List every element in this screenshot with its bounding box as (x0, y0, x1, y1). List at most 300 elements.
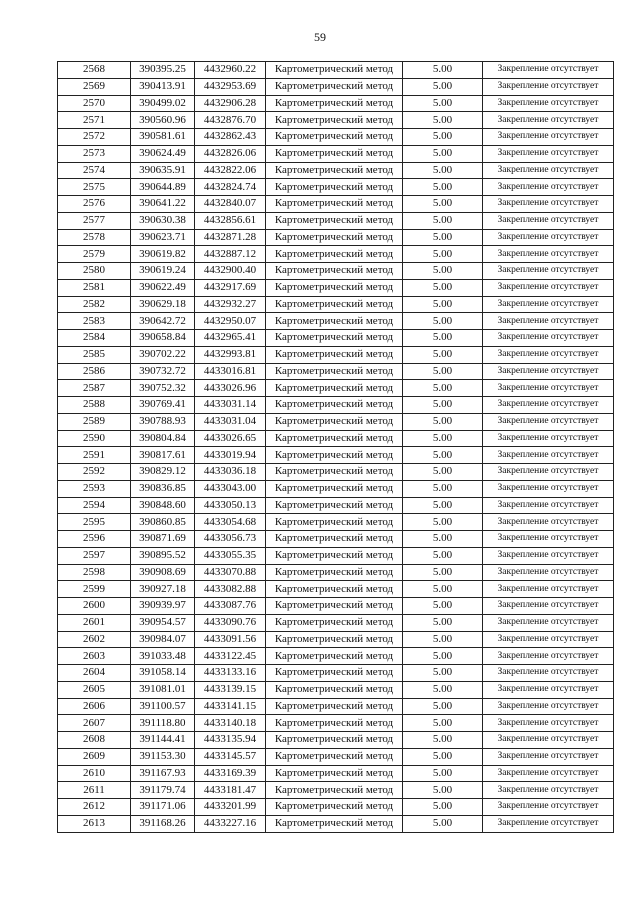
table-row (58, 497, 614, 514)
y-coordinate-cell: 4433090.76 (195, 614, 266, 631)
x-coordinate-cell: 390984.07 (131, 631, 195, 648)
y-coordinate-cell: 4433122.45 (195, 648, 266, 665)
point-number-cell: 2568 (58, 62, 131, 79)
accuracy-cell: 5.00 (403, 665, 483, 682)
x-coordinate-cell: 391167.93 (131, 765, 195, 782)
fixing-description-cell: Закрепление отсутствует (483, 614, 614, 631)
point-number-cell: 2612 (58, 799, 131, 816)
y-coordinate-cell: 4432900.40 (195, 263, 266, 280)
table-body (58, 62, 614, 833)
accuracy-cell: 5.00 (403, 715, 483, 732)
y-coordinate-cell: 4433016.81 (195, 363, 266, 380)
accuracy-cell: 5.00 (403, 95, 483, 112)
fixing-description-cell: Закрепление отсутствует (483, 531, 614, 548)
y-coordinate-cell: 4433026.65 (195, 430, 266, 447)
table-row (58, 212, 614, 229)
fixing-description-cell: Закрепление отсутствует (483, 313, 614, 330)
fixing-description-cell: Закрепление отсутствует (483, 564, 614, 581)
method-cell: Картометрический метод (266, 480, 403, 497)
x-coordinate-cell: 390908.69 (131, 564, 195, 581)
table-row (58, 631, 614, 648)
x-coordinate-cell: 391153.30 (131, 748, 195, 765)
accuracy-cell: 5.00 (403, 363, 483, 380)
method-cell: Картометрический метод (266, 162, 403, 179)
y-coordinate-cell: 4432906.28 (195, 95, 266, 112)
accuracy-cell: 5.00 (403, 547, 483, 564)
method-cell: Картометрический метод (266, 782, 403, 799)
method-cell: Картометрический метод (266, 531, 403, 548)
accuracy-cell: 5.00 (403, 212, 483, 229)
accuracy-cell: 5.00 (403, 698, 483, 715)
point-number-cell: 2587 (58, 380, 131, 397)
point-number-cell: 2607 (58, 715, 131, 732)
y-coordinate-cell: 4432826.06 (195, 145, 266, 162)
method-cell: Картометрический метод (266, 397, 403, 414)
accuracy-cell: 5.00 (403, 631, 483, 648)
table-row (58, 179, 614, 196)
point-number-cell: 2602 (58, 631, 131, 648)
fixing-description-cell: Закрепление отсутствует (483, 212, 614, 229)
x-coordinate-cell: 390860.85 (131, 514, 195, 531)
accuracy-cell: 5.00 (403, 380, 483, 397)
point-number-cell: 2598 (58, 564, 131, 581)
fixing-description-cell: Закрепление отсутствует (483, 665, 614, 682)
point-number-cell: 2581 (58, 279, 131, 296)
table-row (58, 78, 614, 95)
fixing-description-cell: Закрепление отсутствует (483, 145, 614, 162)
table-row (58, 464, 614, 481)
method-cell: Картометрический метод (266, 212, 403, 229)
fixing-description-cell: Закрепление отсутствует (483, 397, 614, 414)
table-row (58, 413, 614, 430)
x-coordinate-cell: 390619.82 (131, 246, 195, 263)
accuracy-cell: 5.00 (403, 62, 483, 79)
table-row (58, 145, 614, 162)
accuracy-cell: 5.00 (403, 112, 483, 129)
x-coordinate-cell: 391033.48 (131, 648, 195, 665)
x-coordinate-cell: 390581.61 (131, 129, 195, 146)
point-number-cell: 2580 (58, 263, 131, 280)
fixing-description-cell: Закрепление отсутствует (483, 330, 614, 347)
x-coordinate-cell: 390413.91 (131, 78, 195, 95)
accuracy-cell: 5.00 (403, 464, 483, 481)
table-row (58, 162, 614, 179)
point-number-cell: 2588 (58, 397, 131, 414)
fixing-description-cell: Закрепление отсутствует (483, 413, 614, 430)
point-number-cell: 2611 (58, 782, 131, 799)
fixing-description-cell: Закрепление отсутствует (483, 246, 614, 263)
method-cell: Картометрический метод (266, 413, 403, 430)
point-number-cell: 2582 (58, 296, 131, 313)
fixing-description-cell: Закрепление отсутствует (483, 129, 614, 146)
accuracy-cell: 5.00 (403, 430, 483, 447)
method-cell: Картометрический метод (266, 765, 403, 782)
accuracy-cell: 5.00 (403, 145, 483, 162)
x-coordinate-cell: 390732.72 (131, 363, 195, 380)
point-number-cell: 2605 (58, 681, 131, 698)
fixing-description-cell: Закрепление отсутствует (483, 196, 614, 213)
point-number-cell: 2593 (58, 480, 131, 497)
table-row (58, 129, 614, 146)
fixing-description-cell: Закрепление отсутствует (483, 681, 614, 698)
x-coordinate-cell: 390927.18 (131, 581, 195, 598)
table-row (58, 547, 614, 564)
x-coordinate-cell: 390939.97 (131, 598, 195, 615)
fixing-description-cell: Закрепление отсутствует (483, 598, 614, 615)
accuracy-cell: 5.00 (403, 263, 483, 280)
point-number-cell: 2601 (58, 614, 131, 631)
accuracy-cell: 5.00 (403, 279, 483, 296)
x-coordinate-cell: 390804.84 (131, 430, 195, 447)
fixing-description-cell: Закрепление отсутствует (483, 447, 614, 464)
x-coordinate-cell: 390622.49 (131, 279, 195, 296)
table-row (58, 782, 614, 799)
table-row (58, 581, 614, 598)
y-coordinate-cell: 4433140.18 (195, 715, 266, 732)
point-number-cell: 2604 (58, 665, 131, 682)
fixing-description-cell: Закрепление отсутствует (483, 514, 614, 531)
x-coordinate-cell: 390619.24 (131, 263, 195, 280)
point-number-cell: 2572 (58, 129, 131, 146)
method-cell: Картометрический метод (266, 179, 403, 196)
fixing-description-cell: Закрепление отсутствует (483, 112, 614, 129)
y-coordinate-cell: 4433019.94 (195, 447, 266, 464)
point-number-cell: 2606 (58, 698, 131, 715)
fixing-description-cell: Закрепление отсутствует (483, 430, 614, 447)
table-row (58, 480, 614, 497)
method-cell: Картометрический метод (266, 279, 403, 296)
method-cell: Картометрический метод (266, 62, 403, 79)
x-coordinate-cell: 390658.84 (131, 330, 195, 347)
fixing-description-cell: Закрепление отсутствует (483, 229, 614, 246)
point-number-cell: 2585 (58, 346, 131, 363)
table-row (58, 363, 614, 380)
accuracy-cell: 5.00 (403, 78, 483, 95)
y-coordinate-cell: 4433135.94 (195, 732, 266, 749)
y-coordinate-cell: 4433133.16 (195, 665, 266, 682)
accuracy-cell: 5.00 (403, 799, 483, 816)
table-row (58, 598, 614, 615)
x-coordinate-cell: 390848.60 (131, 497, 195, 514)
accuracy-cell: 5.00 (403, 413, 483, 430)
y-coordinate-cell: 4433145.57 (195, 748, 266, 765)
table-row (58, 564, 614, 581)
point-number-cell: 2570 (58, 95, 131, 112)
fixing-description-cell: Закрепление отсутствует (483, 62, 614, 79)
x-coordinate-cell: 390629.18 (131, 296, 195, 313)
table-row (58, 95, 614, 112)
y-coordinate-cell: 4433056.73 (195, 531, 266, 548)
point-number-cell: 2583 (58, 313, 131, 330)
y-coordinate-cell: 4432824.74 (195, 179, 266, 196)
fixing-description-cell: Закрепление отсутствует (483, 765, 614, 782)
y-coordinate-cell: 4433087.76 (195, 598, 266, 615)
fixing-description-cell: Закрепление отсутствует (483, 732, 614, 749)
accuracy-cell: 5.00 (403, 514, 483, 531)
y-coordinate-cell: 4432993.81 (195, 346, 266, 363)
x-coordinate-cell: 391118.80 (131, 715, 195, 732)
y-coordinate-cell: 4433181.47 (195, 782, 266, 799)
fixing-description-cell: Закрепление отсутствует (483, 648, 614, 665)
x-coordinate-cell: 390788.93 (131, 413, 195, 430)
y-coordinate-cell: 4433139.15 (195, 681, 266, 698)
point-number-cell: 2579 (58, 246, 131, 263)
table-row (58, 313, 614, 330)
accuracy-cell: 5.00 (403, 564, 483, 581)
x-coordinate-cell: 390623.71 (131, 229, 195, 246)
x-coordinate-cell: 390560.96 (131, 112, 195, 129)
point-number-cell: 2573 (58, 145, 131, 162)
accuracy-cell: 5.00 (403, 815, 483, 832)
fixing-description-cell: Закрепление отсутствует (483, 296, 614, 313)
x-coordinate-cell: 390499.02 (131, 95, 195, 112)
y-coordinate-cell: 4433070.88 (195, 564, 266, 581)
method-cell: Картометрический метод (266, 95, 403, 112)
accuracy-cell: 5.00 (403, 397, 483, 414)
x-coordinate-cell: 390895.52 (131, 547, 195, 564)
fixing-description-cell: Закрепление отсутствует (483, 698, 614, 715)
y-coordinate-cell: 4433031.14 (195, 397, 266, 414)
method-cell: Картометрический метод (266, 380, 403, 397)
accuracy-cell: 5.00 (403, 497, 483, 514)
fixing-description-cell: Закрепление отсутствует (483, 346, 614, 363)
x-coordinate-cell: 390836.85 (131, 480, 195, 497)
accuracy-cell: 5.00 (403, 179, 483, 196)
method-cell: Картометрический метод (266, 246, 403, 263)
accuracy-cell: 5.00 (403, 648, 483, 665)
x-coordinate-cell: 390641.22 (131, 196, 195, 213)
x-coordinate-cell: 391144.41 (131, 732, 195, 749)
table-row (58, 279, 614, 296)
accuracy-cell: 5.00 (403, 681, 483, 698)
fixing-description-cell: Закрепление отсутствует (483, 78, 614, 95)
y-coordinate-cell: 4433054.68 (195, 514, 266, 531)
fixing-description-cell: Закрепление отсутствует (483, 547, 614, 564)
point-number-cell: 2575 (58, 179, 131, 196)
table-row (58, 815, 614, 832)
method-cell: Картометрический метод (266, 631, 403, 648)
method-cell: Картометрический метод (266, 681, 403, 698)
table-row (58, 531, 614, 548)
point-number-cell: 2599 (58, 581, 131, 598)
x-coordinate-cell: 390769.41 (131, 397, 195, 414)
fixing-description-cell: Закрепление отсутствует (483, 799, 614, 816)
x-coordinate-cell: 391168.26 (131, 815, 195, 832)
point-number-cell: 2609 (58, 748, 131, 765)
method-cell: Картометрический метод (266, 129, 403, 146)
table-row (58, 430, 614, 447)
y-coordinate-cell: 4432871.28 (195, 229, 266, 246)
y-coordinate-cell: 4432953.69 (195, 78, 266, 95)
method-cell: Картометрический метод (266, 363, 403, 380)
fixing-description-cell: Закрепление отсутствует (483, 815, 614, 832)
y-coordinate-cell: 4433169.39 (195, 765, 266, 782)
y-coordinate-cell: 4433043.00 (195, 480, 266, 497)
table-row (58, 681, 614, 698)
table-row (58, 715, 614, 732)
method-cell: Картометрический метод (266, 648, 403, 665)
method-cell: Картометрический метод (266, 815, 403, 832)
method-cell: Картометрический метод (266, 263, 403, 280)
table-row (58, 296, 614, 313)
coordinates-table (57, 61, 614, 833)
table-row (58, 346, 614, 363)
accuracy-cell: 5.00 (403, 614, 483, 631)
y-coordinate-cell: 4433036.18 (195, 464, 266, 481)
point-number-cell: 2608 (58, 732, 131, 749)
method-cell: Картометрический метод (266, 598, 403, 615)
x-coordinate-cell: 390752.32 (131, 380, 195, 397)
table-row (58, 665, 614, 682)
fixing-description-cell: Закрепление отсутствует (483, 715, 614, 732)
point-number-cell: 2574 (58, 162, 131, 179)
point-number-cell: 2586 (58, 363, 131, 380)
accuracy-cell: 5.00 (403, 330, 483, 347)
page-number: 59 (314, 30, 326, 44)
point-number-cell: 2590 (58, 430, 131, 447)
accuracy-cell: 5.00 (403, 246, 483, 263)
method-cell: Картометрический метод (266, 732, 403, 749)
y-coordinate-cell: 4432950.07 (195, 313, 266, 330)
method-cell: Картометрический метод (266, 581, 403, 598)
fixing-description-cell: Закрепление отсутствует (483, 748, 614, 765)
table-row (58, 263, 614, 280)
point-number-cell: 2595 (58, 514, 131, 531)
accuracy-cell: 5.00 (403, 447, 483, 464)
fixing-description-cell: Закрепление отсутствует (483, 162, 614, 179)
method-cell: Картометрический метод (266, 464, 403, 481)
method-cell: Картометрический метод (266, 514, 403, 531)
point-number-cell: 2594 (58, 497, 131, 514)
fixing-description-cell: Закрепление отсутствует (483, 363, 614, 380)
fixing-description-cell: Закрепление отсутствует (483, 263, 614, 280)
y-coordinate-cell: 4433055.35 (195, 547, 266, 564)
accuracy-cell: 5.00 (403, 581, 483, 598)
y-coordinate-cell: 4432932.27 (195, 296, 266, 313)
method-cell: Картометрический метод (266, 145, 403, 162)
x-coordinate-cell: 390702.22 (131, 346, 195, 363)
x-coordinate-cell: 390635.91 (131, 162, 195, 179)
accuracy-cell: 5.00 (403, 782, 483, 799)
y-coordinate-cell: 4433031.04 (195, 413, 266, 430)
point-number-cell: 2591 (58, 447, 131, 464)
x-coordinate-cell: 391081.01 (131, 681, 195, 698)
x-coordinate-cell: 390395.25 (131, 62, 195, 79)
method-cell: Картометрический метод (266, 296, 403, 313)
accuracy-cell: 5.00 (403, 162, 483, 179)
x-coordinate-cell: 390624.49 (131, 145, 195, 162)
accuracy-cell: 5.00 (403, 748, 483, 765)
method-cell: Картометрический метод (266, 547, 403, 564)
table-row (58, 62, 614, 79)
y-coordinate-cell: 4432876.70 (195, 112, 266, 129)
point-number-cell: 2589 (58, 413, 131, 430)
fixing-description-cell: Закрепление отсутствует (483, 380, 614, 397)
fixing-description-cell: Закрепление отсутствует (483, 480, 614, 497)
y-coordinate-cell: 4432862.43 (195, 129, 266, 146)
point-number-cell: 2577 (58, 212, 131, 229)
method-cell: Картометрический метод (266, 313, 403, 330)
point-number-cell: 2571 (58, 112, 131, 129)
accuracy-cell: 5.00 (403, 313, 483, 330)
method-cell: Картометрический метод (266, 430, 403, 447)
table-row (58, 732, 614, 749)
point-number-cell: 2584 (58, 330, 131, 347)
method-cell: Картометрический метод (266, 78, 403, 95)
table-row (58, 196, 614, 213)
method-cell: Картометрический метод (266, 229, 403, 246)
fixing-description-cell: Закрепление отсутствует (483, 581, 614, 598)
method-cell: Картометрический метод (266, 196, 403, 213)
accuracy-cell: 5.00 (403, 229, 483, 246)
method-cell: Картометрический метод (266, 748, 403, 765)
accuracy-cell: 5.00 (403, 732, 483, 749)
y-coordinate-cell: 4433050.13 (195, 497, 266, 514)
fixing-description-cell: Закрепление отсутствует (483, 279, 614, 296)
point-number-cell: 2569 (58, 78, 131, 95)
accuracy-cell: 5.00 (403, 296, 483, 313)
method-cell: Картометрический метод (266, 564, 403, 581)
point-number-cell: 2613 (58, 815, 131, 832)
y-coordinate-cell: 4433091.56 (195, 631, 266, 648)
y-coordinate-cell: 4432887.12 (195, 246, 266, 263)
y-coordinate-cell: 4432840.07 (195, 196, 266, 213)
point-number-cell: 2576 (58, 196, 131, 213)
fixing-description-cell: Закрепление отсутствует (483, 631, 614, 648)
table-row (58, 614, 614, 631)
x-coordinate-cell: 391179.74 (131, 782, 195, 799)
point-number-cell: 2597 (58, 547, 131, 564)
fixing-description-cell: Закрепление отсутствует (483, 95, 614, 112)
y-coordinate-cell: 4432965.41 (195, 330, 266, 347)
point-number-cell: 2600 (58, 598, 131, 615)
method-cell: Картометрический метод (266, 346, 403, 363)
x-coordinate-cell: 391100.57 (131, 698, 195, 715)
fixing-description-cell: Закрепление отсутствует (483, 497, 614, 514)
y-coordinate-cell: 4433227.16 (195, 815, 266, 832)
table-row (58, 748, 614, 765)
x-coordinate-cell: 391171.06 (131, 799, 195, 816)
method-cell: Картометрический метод (266, 799, 403, 816)
fixing-description-cell: Закрепление отсутствует (483, 782, 614, 799)
table-row (58, 514, 614, 531)
method-cell: Картометрический метод (266, 698, 403, 715)
point-number-cell: 2578 (58, 229, 131, 246)
fixing-description-cell: Закрепление отсутствует (483, 464, 614, 481)
table-row (58, 648, 614, 665)
accuracy-cell: 5.00 (403, 480, 483, 497)
table-row (58, 380, 614, 397)
method-cell: Картометрический метод (266, 497, 403, 514)
point-number-cell: 2603 (58, 648, 131, 665)
y-coordinate-cell: 4432960.22 (195, 62, 266, 79)
y-coordinate-cell: 4432917.69 (195, 279, 266, 296)
x-coordinate-cell: 390817.61 (131, 447, 195, 464)
x-coordinate-cell: 390954.57 (131, 614, 195, 631)
y-coordinate-cell: 4433082.88 (195, 581, 266, 598)
table-row (58, 112, 614, 129)
method-cell: Картометрический метод (266, 112, 403, 129)
y-coordinate-cell: 4432822.06 (195, 162, 266, 179)
x-coordinate-cell: 390871.69 (131, 531, 195, 548)
table-row (58, 799, 614, 816)
accuracy-cell: 5.00 (403, 346, 483, 363)
method-cell: Картометрический метод (266, 665, 403, 682)
x-coordinate-cell: 391058.14 (131, 665, 195, 682)
table-row (58, 330, 614, 347)
x-coordinate-cell: 390829.12 (131, 464, 195, 481)
point-number-cell: 2610 (58, 765, 131, 782)
